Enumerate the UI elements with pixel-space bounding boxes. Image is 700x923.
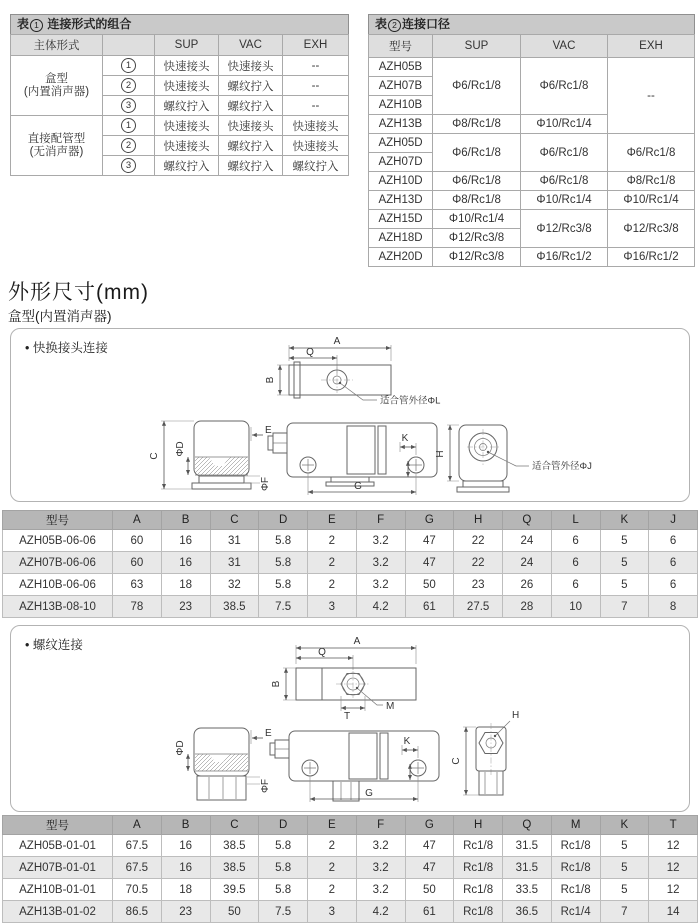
cell <box>103 76 155 96</box>
header-cell: C <box>210 511 259 530</box>
group-cell <box>11 56 103 116</box>
header-cell: K <box>600 816 649 835</box>
header-cell: H <box>454 816 503 835</box>
model-cell: AZH05D <box>369 134 433 153</box>
header-cell: 型号 <box>3 816 113 835</box>
cell: 7 <box>600 596 649 618</box>
group-label: (无消声器) <box>29 145 84 158</box>
header-cell: G <box>405 816 454 835</box>
cell: 螺纹拧入 <box>219 96 283 116</box>
cell: Φ16/Rc1/2 <box>608 248 695 267</box>
dim-label-c: C <box>451 757 462 765</box>
cell: 47 <box>405 530 454 552</box>
table2-title <box>368 14 695 34</box>
cell: 28 <box>503 596 552 618</box>
circled-number: 2 <box>388 19 401 32</box>
model-cell: AZH18D <box>369 229 433 248</box>
cell: 3.2 <box>356 879 405 901</box>
cell: 2 <box>308 835 357 857</box>
cell: Φ6/Rc1/8 <box>433 134 521 172</box>
cell: 10 <box>551 596 600 618</box>
circled-number: 1 <box>121 58 136 73</box>
table2-title-text: 连接口径 <box>402 17 451 31</box>
header-cell: EXH <box>608 35 695 58</box>
cell: Φ12/Rc3/8 <box>521 210 608 248</box>
cell: 60 <box>113 552 162 574</box>
model-cell: AZH13B-01-02 <box>3 901 113 923</box>
cell: Φ8/Rc1/8 <box>433 115 521 134</box>
table1-title <box>10 14 349 34</box>
header-cell: VAC <box>521 35 608 58</box>
cell: 4.2 <box>356 901 405 923</box>
cell: -- <box>283 76 349 96</box>
cell: 5 <box>600 835 649 857</box>
dim-label-a: A <box>353 636 361 647</box>
table1-title-prefix: 表 <box>17 17 30 31</box>
model-cell: AZH05B-06-06 <box>3 530 113 552</box>
cell: 31 <box>210 530 259 552</box>
cell: Rc1/8 <box>454 857 503 879</box>
cell: 70.5 <box>113 879 162 901</box>
cell: Φ6/Rc1/8 <box>521 58 608 115</box>
cell: 快速接头 <box>283 116 349 136</box>
table-row <box>3 552 698 574</box>
drawing-section-view <box>149 421 272 491</box>
cell: 24 <box>503 530 552 552</box>
cell: 47 <box>405 552 454 574</box>
drawing-box-quick-connect <box>10 328 690 502</box>
cell: 16 <box>161 835 210 857</box>
model-cell: AZH07B-01-01 <box>3 857 113 879</box>
model-cell: AZH10D <box>369 172 433 191</box>
table-row <box>369 248 695 267</box>
section-bullet-label <box>25 338 108 356</box>
cell: 27.5 <box>454 596 503 618</box>
model-cell: AZH07B <box>369 77 433 96</box>
model-cell: AZH13B <box>369 115 433 134</box>
dim-label-phi-d: ΦD <box>175 740 186 756</box>
table-row <box>369 172 695 191</box>
dim-label-h: H <box>435 450 446 458</box>
header-cell: C <box>210 816 259 835</box>
model-cell: AZH07D <box>369 153 433 172</box>
cell: 2 <box>308 857 357 879</box>
cell: 61 <box>405 901 454 923</box>
drawing-front-view <box>270 731 439 802</box>
cell: 7.5 <box>259 596 308 618</box>
table-row <box>3 596 698 618</box>
cell: 12 <box>649 879 698 901</box>
cell: 12 <box>649 857 698 879</box>
header-cell: 主体形式 <box>11 35 103 56</box>
cell: Φ16/Rc1/2 <box>521 248 608 267</box>
cell: 5.8 <box>259 552 308 574</box>
page-title: 外形尺寸(mm) <box>8 281 149 304</box>
header-cell: B <box>161 511 210 530</box>
cell: Φ10/Rc1/4 <box>433 210 521 229</box>
cell: Rc1/8 <box>551 879 600 901</box>
model-cell: AZH20D <box>369 248 433 267</box>
tube-od-label-l: 适合管外径ΦL <box>380 395 441 407</box>
table-row <box>3 574 698 596</box>
cell: 快速接头 <box>155 136 219 156</box>
section-label: 快换接头连接 <box>32 341 108 355</box>
circled-number: 2 <box>121 78 136 93</box>
table2 <box>368 34 695 267</box>
cell: Φ6/Rc1/8 <box>433 58 521 115</box>
dim-label-k: K <box>401 433 409 444</box>
cell: 33.5 <box>503 879 552 901</box>
cell <box>103 116 155 136</box>
cell: 6 <box>649 552 698 574</box>
dim-label-b: B <box>271 680 282 688</box>
cell: 4.2 <box>356 596 405 618</box>
header-cell: F <box>356 511 405 530</box>
table-header-row <box>3 816 698 835</box>
model-cell: AZH10B <box>369 96 433 115</box>
cell: 3 <box>308 901 357 923</box>
table-header-row <box>369 35 695 58</box>
cell: 60 <box>113 530 162 552</box>
table-header-row <box>3 511 698 530</box>
cell: 5.8 <box>259 857 308 879</box>
cell: 5 <box>600 530 649 552</box>
table2-title-prefix: 表 <box>375 17 388 31</box>
dim-label-g: G <box>354 481 362 492</box>
cell: 5.8 <box>259 879 308 901</box>
dim-label-c: C <box>149 452 160 460</box>
header-cell: EXH <box>283 35 349 56</box>
quick-connect-dimension-table <box>2 510 698 618</box>
cell <box>103 56 155 76</box>
cell: 47 <box>405 857 454 879</box>
cell: 31 <box>210 552 259 574</box>
model-cell: AZH15D <box>369 210 433 229</box>
header-cell: L <box>551 511 600 530</box>
cell: 螺纹拧入 <box>155 96 219 116</box>
cell: 38.5 <box>210 596 259 618</box>
cell: 31.5 <box>503 835 552 857</box>
header-cell: SUP <box>433 35 521 58</box>
table3 <box>2 510 698 618</box>
cell: 3.2 <box>356 857 405 879</box>
cell: Φ10/Rc1/4 <box>521 191 608 210</box>
header-cell: SUP <box>155 35 219 56</box>
dim-label-phi-f: ΦF <box>260 778 271 794</box>
cell: 16 <box>161 857 210 879</box>
cell: 31.5 <box>503 857 552 879</box>
cell: 3.2 <box>356 530 405 552</box>
cell: Φ6/Rc1/8 <box>608 134 695 172</box>
cell: 23 <box>454 574 503 596</box>
cell: Φ12/Rc3/8 <box>433 229 521 248</box>
cell: 22 <box>454 552 503 574</box>
tube-od-label-j: 适合管外径ΦJ <box>532 461 592 472</box>
header-cell: M <box>551 816 600 835</box>
header-cell: Q <box>503 511 552 530</box>
table-header-row <box>11 35 349 56</box>
cell: 6 <box>649 574 698 596</box>
cell: 5 <box>600 552 649 574</box>
table-row <box>3 857 698 879</box>
header-cell: Q <box>503 816 552 835</box>
circled-number: 2 <box>121 138 136 153</box>
cell: Φ8/Rc1/8 <box>608 172 695 191</box>
dim-label-m: M <box>386 701 395 712</box>
header-cell: E <box>308 511 357 530</box>
cell: -- <box>283 56 349 76</box>
table-row <box>3 901 698 923</box>
cell: 67.5 <box>113 835 162 857</box>
cell: 2 <box>308 574 357 596</box>
cell <box>103 96 155 116</box>
cell: 18 <box>161 879 210 901</box>
dim-label-q: Q <box>318 647 326 658</box>
table1 <box>10 34 349 176</box>
cell: Φ10/Rc1/4 <box>521 115 608 134</box>
cell: 39.5 <box>210 879 259 901</box>
cell: 螺纹拧入 <box>219 156 283 176</box>
cell: 7 <box>600 901 649 923</box>
cell: Rc1/8 <box>454 879 503 901</box>
cell: 32 <box>210 574 259 596</box>
model-cell: AZH05B <box>369 58 433 77</box>
cell: 快速接头 <box>155 56 219 76</box>
drawing-top-view <box>265 336 440 407</box>
header-cell: 型号 <box>3 511 113 530</box>
circled-number: 3 <box>121 98 136 113</box>
cell: 6 <box>551 574 600 596</box>
cell: 50 <box>210 901 259 923</box>
dim-label-phi-f: ΦF <box>260 476 271 492</box>
cell: Φ10/Rc1/4 <box>608 191 695 210</box>
dim-label-k: K <box>403 736 411 747</box>
cell: 23 <box>161 901 210 923</box>
model-cell: AZH13B-08-10 <box>3 596 113 618</box>
header-cell: B <box>161 816 210 835</box>
cell: 螺纹拧入 <box>219 76 283 96</box>
model-cell: AZH05B-01-01 <box>3 835 113 857</box>
cell: 38.5 <box>210 857 259 879</box>
bullet-icon: • <box>25 341 30 355</box>
table-row <box>369 210 695 229</box>
dim-label-b: B <box>265 376 276 384</box>
table1-title-text: 连接形式的组合 <box>47 17 132 31</box>
drawing-box-threaded <box>10 625 690 812</box>
cell: -- <box>608 58 695 134</box>
section-label: 螺纹连接 <box>32 638 83 652</box>
header-cell: A <box>113 511 162 530</box>
model-cell: AZH10B-01-01 <box>3 879 113 901</box>
cell: 2 <box>308 530 357 552</box>
table-row <box>369 58 695 77</box>
cell: Φ6/Rc1/8 <box>521 134 608 172</box>
group-label: (内置消声器) <box>23 85 90 98</box>
cell: 螺纹拧入 <box>155 156 219 176</box>
cell: 22 <box>454 530 503 552</box>
bullet-icon: • <box>25 638 30 652</box>
table-row <box>369 134 695 153</box>
table-row <box>11 116 349 136</box>
cell: 24 <box>503 552 552 574</box>
table-row <box>3 530 698 552</box>
dim-label-g: G <box>365 788 373 799</box>
dim-label-h: H <box>512 710 520 721</box>
header-cell: 型号 <box>369 35 433 58</box>
header-cell: A <box>113 816 162 835</box>
table-row <box>11 56 349 76</box>
table-row <box>369 191 695 210</box>
circled-number: 1 <box>121 118 136 133</box>
model-cell: AZH07B-06-06 <box>3 552 113 574</box>
group-label: 直接配管型 <box>27 132 86 145</box>
cell: 快速接头 <box>283 136 349 156</box>
header-cell: H <box>454 511 503 530</box>
circled-number: 1 <box>30 19 43 32</box>
header-cell: T <box>649 816 698 835</box>
header-cell: VAC <box>219 35 283 56</box>
header-cell: D <box>259 816 308 835</box>
cell: 6 <box>551 552 600 574</box>
cell <box>103 136 155 156</box>
connection-port-table <box>368 14 695 267</box>
header-cell <box>103 35 155 56</box>
cell: 快速接头 <box>155 76 219 96</box>
cell: 3 <box>308 596 357 618</box>
cell: Φ12/Rc3/8 <box>433 248 521 267</box>
cell: 63 <box>113 574 162 596</box>
cell: 快速接头 <box>219 116 283 136</box>
cell: 6 <box>649 530 698 552</box>
cell: 14 <box>649 901 698 923</box>
cell: 86.5 <box>113 901 162 923</box>
cell: 5.8 <box>259 835 308 857</box>
cell: 23 <box>161 596 210 618</box>
connection-combination-table <box>10 14 349 176</box>
dim-label-t: T <box>343 711 351 722</box>
cell <box>103 156 155 176</box>
cell: 5 <box>600 857 649 879</box>
header-cell: G <box>405 511 454 530</box>
cell: 16 <box>161 552 210 574</box>
cell: Φ12/Rc3/8 <box>608 210 695 248</box>
drawing-front-view <box>268 423 437 495</box>
cell: Φ8/Rc1/8 <box>433 191 521 210</box>
cell: 2 <box>308 879 357 901</box>
cell: 36.5 <box>503 901 552 923</box>
cell: 5 <box>600 879 649 901</box>
drawing-end-view <box>435 425 592 492</box>
cell: 26 <box>503 574 552 596</box>
circled-number: 3 <box>121 158 136 173</box>
cell: -- <box>283 96 349 116</box>
dim-label-q: Q <box>306 347 314 358</box>
header-cell: J <box>649 511 698 530</box>
dimension-drawing-threaded <box>11 626 689 809</box>
dim-label-e: E <box>265 425 272 436</box>
cell: 3.2 <box>356 574 405 596</box>
cell: 12 <box>649 835 698 857</box>
cell: 67.5 <box>113 857 162 879</box>
group-cell <box>11 116 103 176</box>
cell: 螺纹拧入 <box>283 156 349 176</box>
cell: Rc1/8 <box>454 835 503 857</box>
cell: 50 <box>405 879 454 901</box>
cell: Rc1/4 <box>551 901 600 923</box>
drawing-top-view <box>271 636 416 722</box>
cell: 18 <box>161 574 210 596</box>
page-subtitle: 盒型(内置消声器) <box>8 309 112 324</box>
cell: Rc1/8 <box>454 901 503 923</box>
cell: 3.2 <box>356 835 405 857</box>
cell: Rc1/8 <box>551 857 600 879</box>
section-bullet-label <box>25 635 83 653</box>
cell: 5.8 <box>259 530 308 552</box>
table4 <box>2 815 698 923</box>
model-cell: AZH10B-06-06 <box>3 574 113 596</box>
cell: 8 <box>649 596 698 618</box>
cell: 61 <box>405 596 454 618</box>
cell: 6 <box>551 530 600 552</box>
cell: 3.2 <box>356 552 405 574</box>
group-label: 盒型 <box>45 72 68 85</box>
cell: 7.5 <box>259 901 308 923</box>
cell: 快速接头 <box>219 56 283 76</box>
header-cell: E <box>308 816 357 835</box>
cell: 快速接头 <box>155 116 219 136</box>
cell: 50 <box>405 574 454 596</box>
dim-label-phi-d: ΦD <box>175 441 186 457</box>
drawing-section-view <box>175 728 272 800</box>
header-cell: D <box>259 511 308 530</box>
dim-label-a: A <box>333 336 341 347</box>
cell: Φ6/Rc1/8 <box>521 172 608 191</box>
dim-label-e: E <box>265 728 272 739</box>
threaded-dimension-table <box>2 815 698 923</box>
cell: 5.8 <box>259 574 308 596</box>
cell: Φ6/Rc1/8 <box>433 172 521 191</box>
cell: 5 <box>600 574 649 596</box>
cell: 2 <box>308 552 357 574</box>
model-cell: AZH13D <box>369 191 433 210</box>
table-row <box>3 879 698 901</box>
cell: Rc1/8 <box>551 835 600 857</box>
cell: 78 <box>113 596 162 618</box>
header-cell: K <box>600 511 649 530</box>
cell: 47 <box>405 835 454 857</box>
cell: 38.5 <box>210 835 259 857</box>
header-cell: F <box>356 816 405 835</box>
cell: 16 <box>161 530 210 552</box>
table-row <box>3 835 698 857</box>
drawing-end-view <box>451 710 519 795</box>
cell: 螺纹拧入 <box>219 136 283 156</box>
dimension-drawing-quick-connect <box>11 329 689 499</box>
